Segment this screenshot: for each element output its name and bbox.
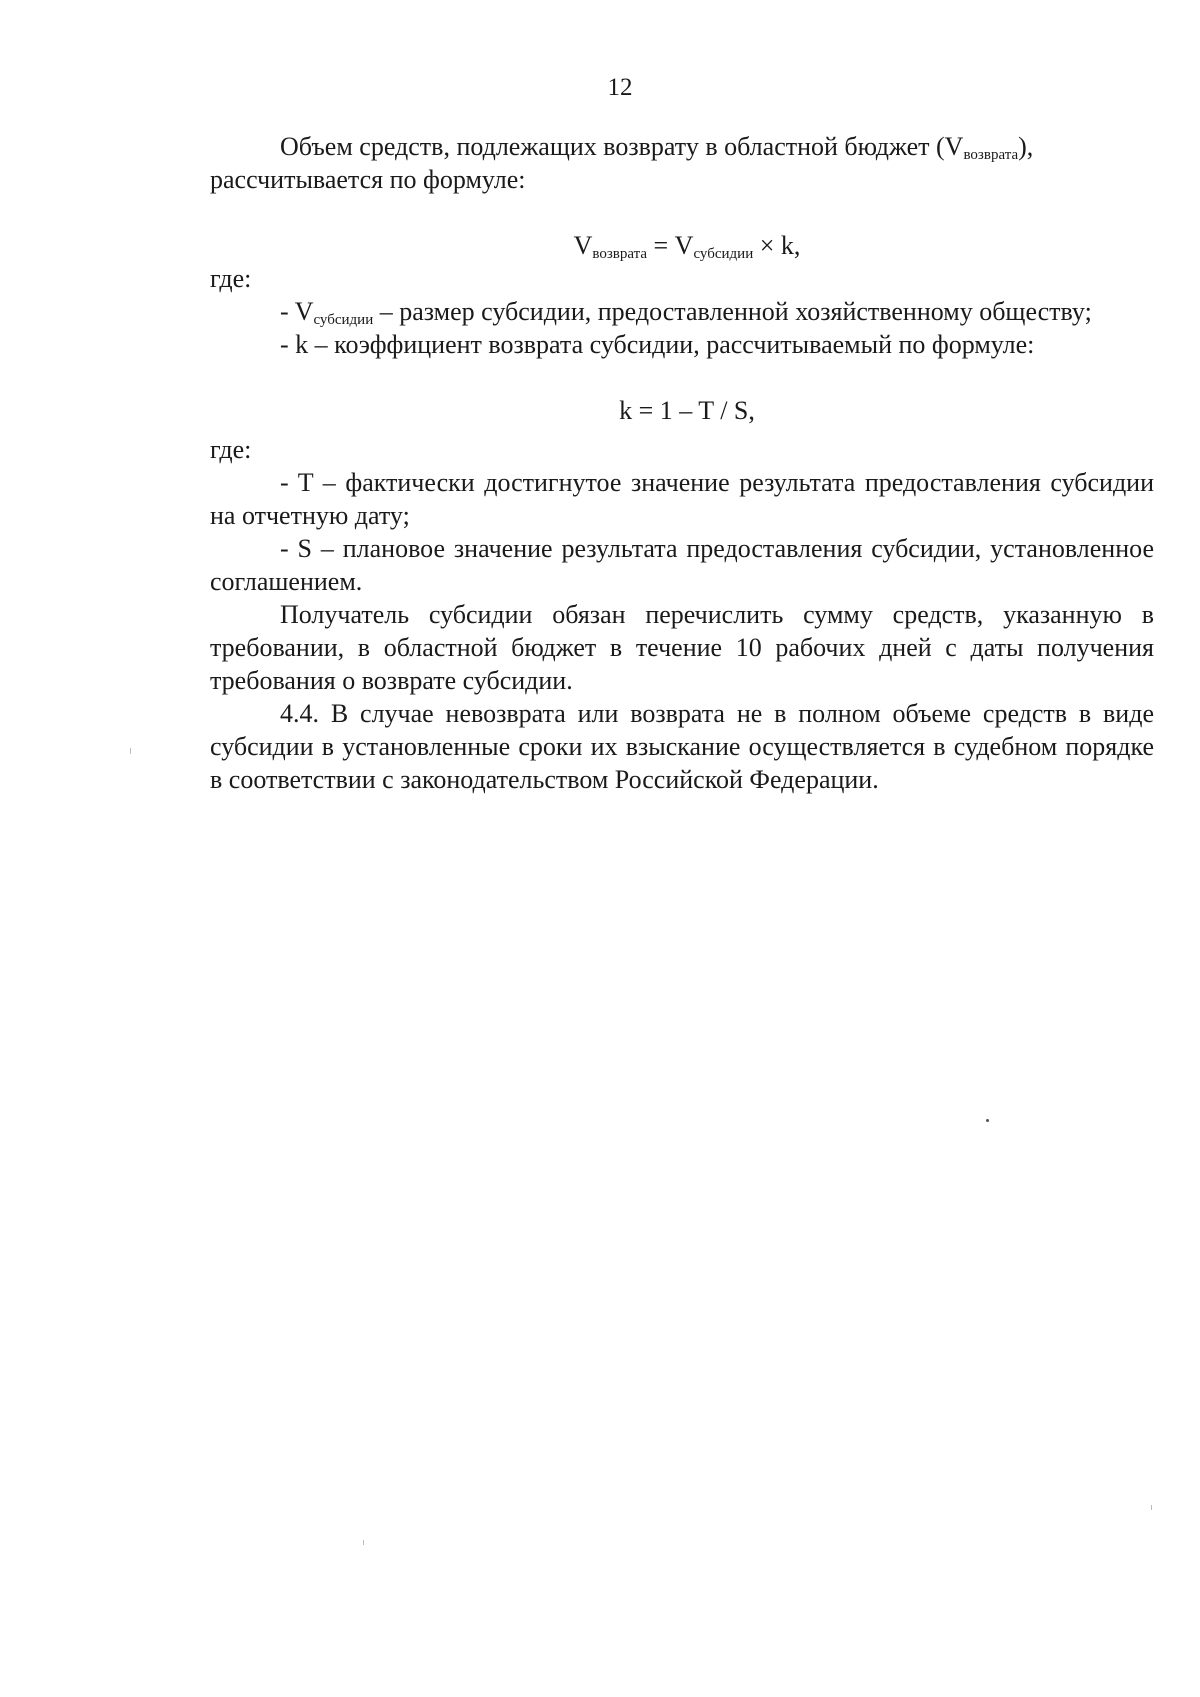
- paragraph-return-volume-cont: рассчитывается по формуле:: [210, 165, 526, 194]
- where-label-1: где:: [210, 264, 252, 293]
- scan-speck: [130, 748, 131, 754]
- paragraph-return-volume: Объем средств, подлежащих возврату в областной бюджет $(V_{возврата})$,: [280, 132, 1034, 163]
- definition-k: - k – коэффициент возврата субсидии, рассчитываемый по формуле:: [280, 330, 1035, 359]
- definition-s: - S – плановое значение результата предоставления субсидии, установленное соглашением.: [210, 534, 1154, 596]
- formula-return-volume: $V_{возврата} = V_{субсидии} \times k$,: [573, 231, 801, 262]
- definition-v-subsidy: - $V_{субсидии}$ – размер субсидии, предоставленной хозяйственному обществу;: [280, 297, 1092, 328]
- definition-t: - T – фактически достигнутое значение результата предоставления субсидии на отчетную дату;: [210, 468, 1154, 530]
- page-number: 12: [607, 74, 633, 101]
- paragraph-4-4: 4.4. В случае невозврата или возврата не в полном объеме средств в виде субсидии в установленные сроки их взыскание осуществляется в судебном порядке в соответствии с законодательством Российской Федерации.: [210, 699, 1154, 794]
- scan-speck: [363, 1540, 364, 1545]
- where-label-2: где:: [210, 435, 252, 464]
- document-body: [210, 130, 1154, 796]
- scan-speck: [986, 1119, 989, 1122]
- scan-speck: [1151, 1505, 1152, 1510]
- paragraph-obligation: Получатель субсидии обязан перечислить сумму средств, указанную в требовании, в областной бюджет в течение 10 рабочих дней с даты получения требования о возврате субсидии.: [210, 600, 1154, 695]
- formula-k: k = 1 – T / S,: [619, 396, 755, 425]
